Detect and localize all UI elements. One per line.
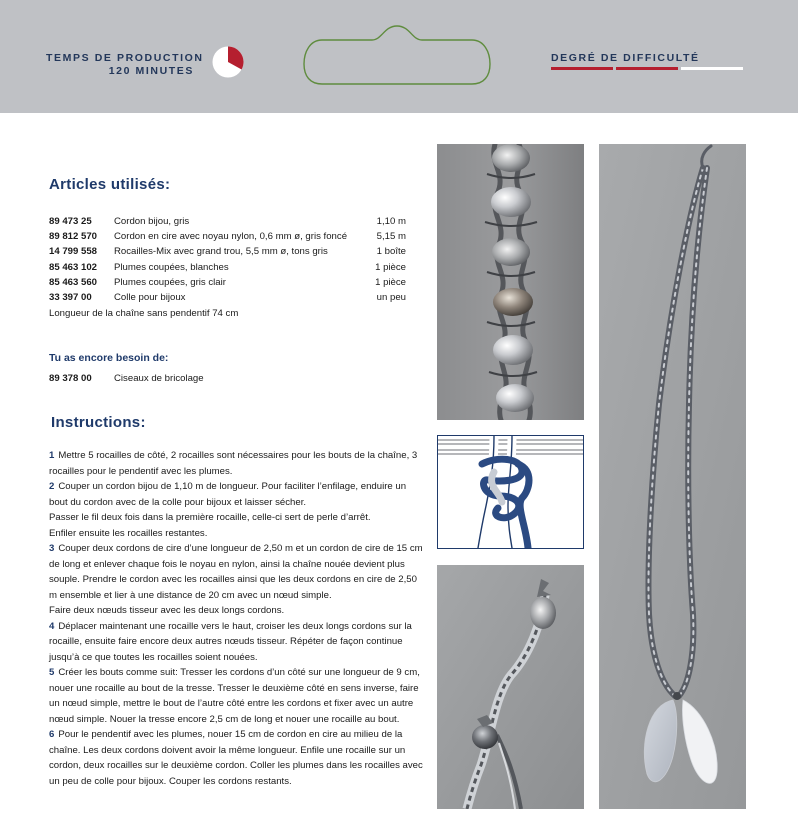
besoin-row [49, 372, 406, 386]
step-number: 6 [49, 729, 55, 740]
article-description: Cordon en cire avec noyau nylon, 0,6 mm ø, gris foncé [114, 231, 348, 242]
knot-diagram [437, 435, 584, 549]
difficulty-segment [681, 67, 743, 70]
article-description: Plumes coupées, blanches [114, 262, 229, 273]
article-row [49, 230, 406, 244]
besoin-description: Ciseaux de bricolage [114, 373, 204, 384]
header-band [0, 0, 798, 113]
article-row [49, 261, 406, 275]
step-text: Mettre 5 rocailles de côté, 2 rocailles sont nécessaires pour les bouts de la chaîne, 3 rocailles pour le pendentif avec les plumes. [49, 450, 418, 477]
article-number: 89 473 25 [49, 216, 92, 227]
article-number: 33 397 00 [49, 292, 92, 303]
articles-heading: Articles utilisés: [49, 176, 171, 193]
article-quantity: un peu [376, 292, 406, 303]
article-description: Colle pour bijoux [114, 292, 186, 303]
article-description: Cordon bijou, gris [114, 216, 190, 227]
article-quantity: 1,10 m [376, 216, 406, 227]
article-number: 85 463 102 [49, 262, 98, 273]
article-quantity: 1 pièce [375, 262, 406, 273]
difficulty-label: DEGRÉ DE DIFFICULTÉ [551, 52, 700, 64]
braided-end-photo [437, 565, 584, 809]
article-row [49, 245, 406, 259]
production-time-label: TEMPS DE PRODUCTION [46, 52, 204, 64]
instructions-heading: Instructions: [51, 414, 146, 431]
article-number: 85 463 560 [49, 277, 98, 288]
step-text: Déplacer maintenant une rocaille vers le haut, croiser les deux longs cordons sur la rocaille, ensuite faire encore deux autres nœuds tisseur. Répéter de façon continue jusqu’à ce que toutes les rocailles soient nouées. [49, 620, 412, 663]
chain-length-note: Longueur de la chaîne sans pendentif 74 cm [49, 308, 239, 319]
instruction-step [49, 448, 424, 479]
step-text: Couper deux cordons de cire d’une longueur de 2,50 m et un cordon de cire de 15 cm de long et enlever chaque fois le noyau en nylon, ainsi la chaîne nouée devient plus souple. Prendre le cordon avec les rocailles ainsi que les deux cordons en cire de 2,50 m ensemble et lier à une distance de 20 cm avec un nœud simple. [49, 543, 423, 601]
instruction-step [49, 727, 424, 789]
beads-closeup-photo [437, 144, 584, 420]
article-quantity: 1 pièce [375, 277, 406, 288]
article-row [49, 276, 406, 290]
step-number: 2 [49, 481, 55, 492]
step-number: 4 [49, 620, 55, 632]
article-number: 89 812 570 [49, 231, 98, 242]
difficulty-segment [551, 67, 613, 70]
instruction-line: Enfiler ensuite les rocailles restantes. [49, 527, 208, 539]
instruction-step [49, 479, 424, 510]
instructions-body [49, 448, 424, 789]
article-description: Plumes coupées, gris clair [114, 277, 226, 288]
besoin-number: 89 378 00 [49, 373, 92, 384]
article-quantity: 5,15 m [376, 231, 406, 242]
besoin-heading: Tu as encore besoin de: [49, 352, 169, 364]
step-number: 5 [49, 667, 55, 678]
step-text: Pour le pendentif avec les plumes, nouer 15 cm de cordon en cire au milieu de la chaîne. Les deux cordons doivent avoir la même longueur. Enfile une rocaille sur un cordon, deux rocailles sur le deuxième cordon. Coller les plumes dans les rocailles avec un peu de colle pour bijoux. Couper les cordons restants. [49, 729, 423, 787]
article-number: 14 799 558 [49, 246, 98, 257]
step-text: Couper un cordon bijou de 1,10 m de longueur. Pour faciliter l’enfilage, enduire un bout du cordon avec de la colle pour bijoux et laisser sécher. [49, 481, 407, 508]
step-number: 3 [49, 543, 55, 554]
necklace-full-photo [599, 144, 746, 809]
step-text: Créer les bouts comme suit: Tresser les cordons d’un côté sur une longueur de 9 cm, nouer une rocaille au bout de la tresse. Tresser le deuxième côté en sens inverse, faire un nœud simple, mettre le bout de l’autre côté entre les cordons et fixer avec un autre nœud simple. Nouer la tresse encore 2,5 cm de long et nouer une rocaille au bout. [49, 667, 420, 725]
difficulty-segment [616, 67, 678, 70]
clock-icon [212, 46, 244, 78]
article-row [49, 291, 406, 305]
instruction-step [49, 541, 424, 603]
step-number: 1 [49, 450, 55, 461]
article-quantity: 1 boîte [376, 246, 406, 257]
production-time-value: 120 MINUTES [108, 65, 194, 77]
article-description: Rocailles-Mix avec grand trou, 5,5 mm ø, tons gris [114, 246, 328, 257]
article-row [49, 215, 406, 229]
instruction-step [49, 665, 424, 727]
decorative-outline-shape [300, 20, 494, 88]
instruction-line: Faire deux nœuds tisseur avec les deux longs cordons. [49, 605, 285, 616]
instruction-line: Passer le fil deux fois dans la première rocaille, celle-ci sert de perle d’arrêt. [49, 512, 371, 523]
instruction-step [49, 619, 424, 666]
